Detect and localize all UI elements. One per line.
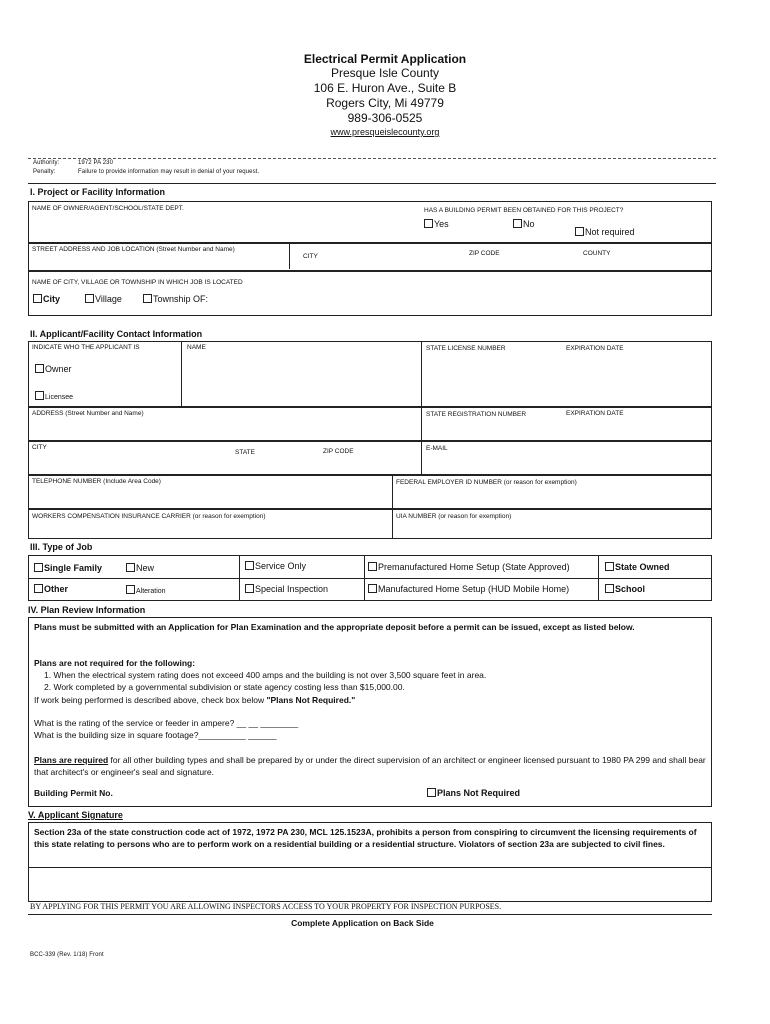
fein-field[interactable] (396, 488, 708, 506)
applicant-licensee-option[interactable] (35, 391, 73, 401)
section2-title: II. Applicant/Facility Contact Information (30, 329, 203, 339)
service-only-option[interactable] (245, 561, 306, 571)
school-checkbox[interactable] (605, 584, 614, 593)
premanufactured-option[interactable] (368, 562, 570, 572)
municipality-township-checkbox[interactable] (143, 294, 152, 303)
single-family-option[interactable] (34, 563, 102, 573)
state-owned-label: State Owned (615, 562, 670, 572)
section4-title: IV. Plan Review Information (28, 605, 146, 615)
plans-required-lead: Plans are required (34, 755, 109, 765)
applicant-type-divider (181, 341, 182, 407)
other-option[interactable] (34, 584, 68, 594)
service-rating-question: What is the rating of the service or feeder in ampere? __ __ ________ (34, 718, 299, 728)
permit-question: HAS A BUILDING PERMIT BEEN OBTAINED FOR THIS PROJECT? (424, 207, 624, 214)
penalty-label: Penalty: (33, 169, 56, 175)
municipality-village-checkbox[interactable] (85, 294, 94, 303)
street-address-field[interactable] (30, 255, 285, 269)
applicant-zip-label: ZIP CODE (323, 448, 354, 455)
applicant-licensee-checkbox[interactable] (35, 391, 44, 400)
workers-comp-field[interactable] (30, 522, 388, 537)
if-work-bold: "Plans Not Required." (266, 695, 356, 705)
applicant-licensee-label: Licensee (45, 394, 74, 401)
premanufactured-checkbox[interactable] (368, 562, 377, 571)
permit-no-option[interactable] (513, 219, 535, 229)
other-label: Other (44, 584, 69, 594)
plans-required-text: for all other building types and shall be prepared by or under the direct supervision of an architect or engineer licensed pursuant to 1980 PA 299 and shall bear that architect's or engineer's seal and signature. (34, 755, 706, 777)
permit-no-label: No (523, 219, 535, 229)
job-county-label: COUNTY (583, 250, 611, 257)
manufactured-checkbox[interactable] (368, 584, 377, 593)
authority-value: 1972 PA 230 (78, 160, 114, 166)
service-only-label: Service Only (255, 561, 307, 571)
building-size-question: What is the building size in square footage?__________ ______ (34, 730, 277, 740)
penalty-text: Failure to provide information may result in denial of your request. (78, 169, 260, 175)
license-number-label: STATE LICENSE NUMBER (426, 345, 506, 352)
form-id: BCC-339 (Rev. 1/18) Front (30, 952, 104, 958)
section3-title: III. Type of Job (30, 542, 93, 552)
municipality-township-label: Township OF: (153, 294, 209, 304)
applicant-name-label: NAME (187, 344, 206, 351)
city-email-divider (421, 441, 422, 475)
permit-yes-option[interactable] (424, 219, 449, 229)
municipality-township-option[interactable] (143, 294, 208, 304)
service-only-checkbox[interactable] (245, 561, 254, 570)
state-owned-option[interactable] (605, 562, 670, 572)
owner-name-field[interactable] (30, 213, 410, 241)
applicant-city-label: CITY (32, 444, 47, 451)
permit-not-required-checkbox[interactable] (575, 227, 584, 236)
indicate-applicant-label: INDICATE WHO THE APPLICANT IS (32, 344, 140, 351)
street-address-label: STREET ADDRESS AND JOB LOCATION (Street Number and Name) (32, 246, 235, 253)
signature-divider (28, 867, 712, 868)
single-family-checkbox[interactable] (34, 563, 43, 572)
email-label: E-MAIL (426, 445, 448, 452)
workers-comp-divider (392, 509, 393, 539)
authority-divider (28, 158, 716, 159)
job-type-row-divider (28, 578, 712, 579)
applicant-address-label: ADDRESS (Street Number and Name) (32, 410, 144, 417)
manufactured-option[interactable] (368, 584, 569, 594)
plans-not-required-label: Plans Not Required (437, 788, 521, 798)
new-option[interactable] (126, 563, 154, 573)
plans-not-required-checkbox[interactable] (427, 788, 436, 797)
applicant-state-label: STATE (235, 449, 255, 456)
municipality-village-option[interactable] (85, 294, 122, 304)
plan-review-intro: Plans must be submitted with an Application for Plan Examination and the appropriate deposit before a permit can be issued, except as listed below. (34, 622, 635, 632)
manufactured-label: Manufactured Home Setup (HUD Mobile Home) (378, 584, 570, 594)
footer-rule (28, 914, 712, 915)
other-checkbox[interactable] (34, 584, 43, 593)
county-name: Presque Isle County (330, 66, 440, 80)
special-inspection-checkbox[interactable] (245, 584, 254, 593)
complete-back-side-note: Complete Application on Back Side (291, 918, 434, 928)
state-owned-checkbox[interactable] (605, 562, 614, 571)
job-city-label: CITY (303, 253, 318, 260)
school-option[interactable] (605, 584, 645, 594)
uia-label: UIA NUMBER (or reason for exemption) (396, 513, 512, 520)
permit-no-checkbox[interactable] (513, 219, 522, 228)
municipality-city-option[interactable] (33, 294, 60, 304)
exemption-item-2: 2. Work completed by a governmental subdivision or state agency costing less than $15,000.00. (44, 682, 405, 692)
license-expiration-label: EXPIRATION DATE (566, 345, 624, 352)
job-zip-label: ZIP CODE (469, 250, 500, 257)
job-city-field[interactable] (292, 262, 452, 270)
if-work-note (34, 694, 355, 706)
municipality-row (28, 271, 712, 316)
section1-top-rule (28, 183, 716, 184)
uia-field[interactable] (396, 522, 708, 537)
licensing-statement: Section 23a of the state construction code act of 1972, 1972 PA 230, MCL 125.1523A, prohibits a person from conspiring to circumvent the licensing requirements of this state relating to persons who are to perform work on a residential building or a residential structure. Violators of section 23a are subjected to civil fines. (34, 827, 697, 849)
plans-required-note (34, 754, 706, 778)
premanufactured-label: Premanufactured Home Setup (State Approved) (378, 562, 570, 572)
owner-name-label: NAME OF OWNER/AGENT/SCHOOL/STATE DEPT. (32, 205, 184, 212)
building-permit-no-label: Building Permit No. (34, 788, 113, 798)
alteration-checkbox[interactable] (126, 585, 135, 594)
permit-yes-label: Yes (434, 219, 449, 229)
alteration-option[interactable] (126, 585, 166, 595)
street-city-divider (289, 243, 290, 269)
applicant-owner-option[interactable] (35, 364, 72, 374)
plan-review-box (28, 617, 712, 807)
registration-number-label: STATE REGISTRATION NUMBER (426, 411, 527, 418)
office-city: Rogers City, Mi 49779 (326, 96, 444, 110)
fein-label: FEDERAL EMPLOYER ID NUMBER (or reason for exemption) (396, 479, 577, 486)
address-divider (421, 407, 422, 441)
alteration-label: Alteration (136, 588, 166, 595)
applicant-address-field[interactable] (30, 419, 418, 439)
municipality-village-label: Village (95, 294, 122, 304)
municipality-city-label: City (43, 294, 61, 304)
inspector-access-notice: BY APPLYING FOR THIS PERMIT YOU ARE ALLOWING INSPECTORS ACCESS TO YOUR PROPERTY FOR INSPECTION PURPOSES. (30, 902, 502, 911)
authority-label: Authority: (33, 160, 60, 166)
permit-not-required-label: Not required (585, 227, 635, 237)
single-family-label: Single Family (44, 563, 103, 573)
applicant-owner-checkbox[interactable] (35, 364, 44, 373)
office-address: 106 E. Huron Ave., Suite B (313, 81, 457, 95)
phone-divider (392, 475, 393, 509)
exemption-item-1: 1. When the electrical system rating does not exceed 400 amps and the building is not over 3,500 square feet in area. (44, 670, 487, 680)
telephone-label: TELEPHONE NUMBER (Include Area Code) (32, 478, 161, 485)
office-phone: 989-306-0525 (347, 111, 423, 125)
school-label: School (615, 584, 646, 594)
email-field[interactable] (424, 455, 709, 473)
if-work-text: If work being performed is described above, check box below (34, 695, 265, 705)
municipality-city-checkbox[interactable] (33, 294, 42, 303)
applicant-name-divider (421, 341, 422, 407)
applicant-signature-field[interactable] (30, 869, 710, 900)
special-inspection-option[interactable] (245, 584, 328, 594)
form-title: Electrical Permit Application (303, 52, 467, 66)
section5-title (28, 810, 123, 820)
website-link[interactable]: www.presqueislecounty.org (330, 127, 440, 137)
new-label: New (136, 563, 155, 573)
plans-not-required-heading: Plans are not required for the following: (34, 658, 196, 668)
permit-not-required-option[interactable] (575, 227, 635, 237)
plans-not-required-option[interactable] (427, 788, 520, 798)
section1-title: I. Project or Facility Information (30, 187, 166, 197)
special-inspection-label: Special Inspection (255, 584, 329, 594)
applicant-name-field[interactable] (185, 353, 417, 405)
telephone-field[interactable] (30, 488, 388, 506)
new-checkbox[interactable] (126, 563, 135, 572)
section5-title-text: V. Applicant Signature (28, 810, 123, 820)
permit-yes-checkbox[interactable] (424, 219, 433, 228)
workers-comp-label: WORKERS COMPENSATION INSURANCE CARRIER (or reason for exemption) (32, 513, 266, 520)
registration-expiration-label: EXPIRATION DATE (566, 410, 624, 417)
applicant-owner-label: Owner (45, 364, 72, 374)
municipality-label: NAME OF CITY, VILLAGE OR TOWNSHIP IN WHICH JOB IS LOCATED (32, 279, 243, 286)
